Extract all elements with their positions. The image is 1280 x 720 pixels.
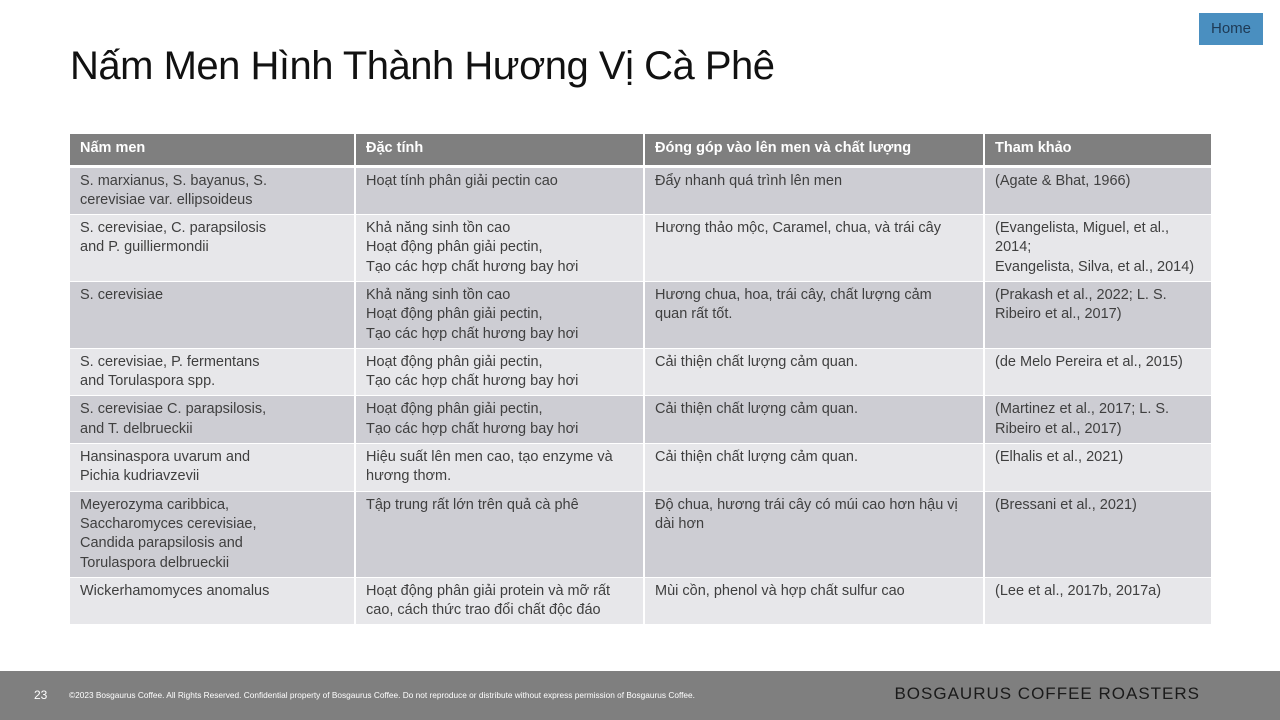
table-row bbox=[70, 444, 1211, 492]
cell-properties: Hoạt động phân giải pectin, Tạo các hợp chất hương bay hơi bbox=[355, 348, 644, 396]
header-properties: Đặc tính bbox=[355, 134, 644, 166]
cell-yeast: S. cerevisiae, C. parapsilosis and P. guilliermondii bbox=[70, 215, 355, 282]
cell-reference: (de Melo Pereira et al., 2015) bbox=[984, 348, 1211, 396]
table-row bbox=[70, 577, 1211, 625]
table-row bbox=[70, 281, 1211, 348]
cell-reference: (Martinez et al., 2017; L. S. Ribeiro et al., 2017) bbox=[984, 396, 1211, 444]
cell-yeast: Hansinaspora uvarum and Pichia kudriavzevii bbox=[70, 444, 355, 492]
header-contribution: Đóng góp vào lên men và chất lượng bbox=[644, 134, 984, 166]
cell-properties: Khả năng sinh tồn cao Hoạt động phân giải pectin, Tạo các hợp chất hương bay hơi bbox=[355, 215, 644, 282]
cell-reference: (Evangelista, Miguel, et al., 2014; Evangelista, Silva, et al., 2014) bbox=[984, 215, 1211, 282]
cell-yeast: S. cerevisiae bbox=[70, 281, 355, 348]
cell-properties: Hoạt tính phân giải pectin cao bbox=[355, 166, 644, 215]
cell-reference: (Bressani et al., 2021) bbox=[984, 491, 1211, 577]
header-yeast: Nấm men bbox=[70, 134, 355, 166]
home-button[interactable]: Home bbox=[1199, 13, 1263, 45]
cell-reference: (Elhalis et al., 2021) bbox=[984, 444, 1211, 492]
cell-properties: Tập trung rất lớn trên quả cà phê bbox=[355, 491, 644, 577]
cell-reference: (Prakash et al., 2022; L. S. Ribeiro et al., 2017) bbox=[984, 281, 1211, 348]
table-row bbox=[70, 396, 1211, 444]
table-row bbox=[70, 348, 1211, 396]
cell-contribution: Hương thảo mộc, Caramel, chua, và trái cây bbox=[644, 215, 984, 282]
cell-reference: (Agate & Bhat, 1966) bbox=[984, 166, 1211, 215]
cell-yeast: S. cerevisiae C. parapsilosis, and T. delbrueckii bbox=[70, 396, 355, 444]
table-header-row bbox=[70, 134, 1211, 166]
cell-contribution: Mùi cồn, phenol và hợp chất sulfur cao bbox=[644, 577, 984, 625]
cell-reference: (Lee et al., 2017b, 2017a) bbox=[984, 577, 1211, 625]
cell-contribution: Cải thiện chất lượng cảm quan. bbox=[644, 396, 984, 444]
table-row bbox=[70, 491, 1211, 577]
cell-properties: Hoạt động phân giải pectin, Tạo các hợp chất hương bay hơi bbox=[355, 396, 644, 444]
cell-contribution: Cải thiện chất lượng cảm quan. bbox=[644, 348, 984, 396]
table-row bbox=[70, 166, 1211, 215]
header-reference: Tham khảo bbox=[984, 134, 1211, 166]
cell-properties: Hiệu suất lên men cao, tạo enzyme và hương thơm. bbox=[355, 444, 644, 492]
cell-yeast: Wickerhamomyces anomalus bbox=[70, 577, 355, 625]
yeast-table bbox=[70, 134, 1211, 625]
cell-properties: Khả năng sinh tồn cao Hoạt động phân giải pectin, Tạo các hợp chất hương bay hơi bbox=[355, 281, 644, 348]
cell-contribution: Độ chua, hương trái cây có múi cao hơn hậu vị dài hơn bbox=[644, 491, 984, 577]
footer-bar bbox=[0, 671, 1280, 720]
copyright-notice: ©2023 Bosgaurus Coffee. All Rights Reserved. Confidential property of Bosgaurus Coffee. Do not reproduce or distribute without express permission of Bosgaurus Coffee. bbox=[69, 690, 695, 700]
table-row bbox=[70, 215, 1211, 282]
cell-yeast: S. cerevisiae, P. fermentans and Torulaspora spp. bbox=[70, 348, 355, 396]
cell-contribution: Đẩy nhanh quá trình lên men bbox=[644, 166, 984, 215]
cell-yeast: Meyerozyma caribbica, Saccharomyces cerevisiae, Candida parapsilosis and Torulaspora delbrueckii bbox=[70, 491, 355, 577]
cell-properties: Hoạt động phân giải protein và mỡ rất cao, cách thức trao đổi chất độc đáo bbox=[355, 577, 644, 625]
cell-contribution: Cải thiện chất lượng cảm quan. bbox=[644, 444, 984, 492]
page-number: 23 bbox=[34, 688, 48, 702]
brand-name: BOSGAURUS COFFEE ROASTERS bbox=[894, 684, 1200, 703]
cell-contribution: Hương chua, hoa, trái cây, chất lượng cảm quan rất tốt. bbox=[644, 281, 984, 348]
page-title: Nấm Men Hình Thành Hương Vị Cà Phê bbox=[70, 44, 775, 88]
cell-yeast: S. marxianus, S. bayanus, S. cerevisiae var. ellipsoideus bbox=[70, 166, 355, 215]
